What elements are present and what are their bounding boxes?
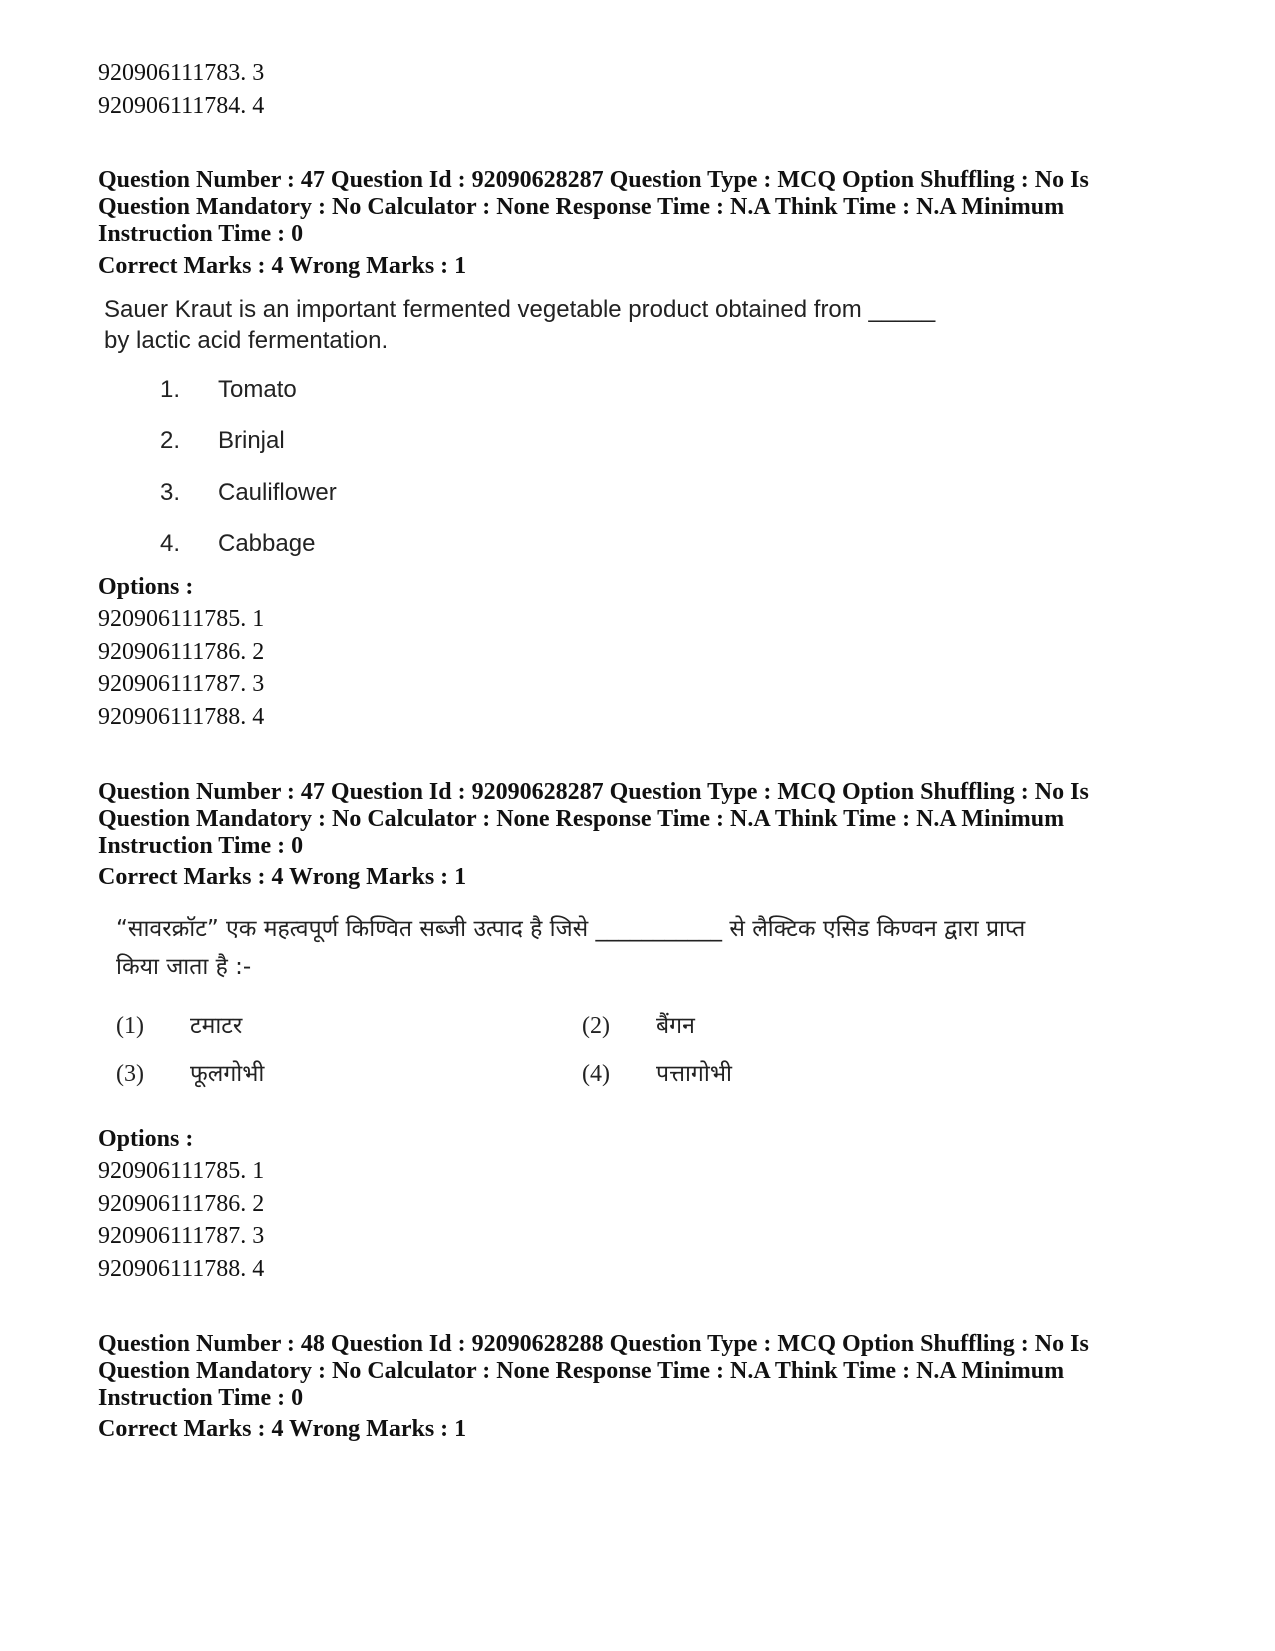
options-label: Options : bbox=[98, 574, 194, 600]
choice-number: (1) bbox=[116, 1013, 144, 1039]
option-line: 920906111788. 4 bbox=[98, 1256, 265, 1282]
question-header bbox=[98, 167, 1178, 248]
question-header bbox=[98, 779, 1178, 860]
question-header bbox=[98, 1331, 1178, 1412]
marks-line: Correct Marks : 4 Wrong Marks : 1 bbox=[98, 253, 467, 279]
choice-number: 3. bbox=[160, 479, 181, 506]
question-header-line: Instruction Time : 0 bbox=[98, 221, 304, 247]
choice-number: 1. bbox=[160, 376, 181, 403]
marks-line: Correct Marks : 4 Wrong Marks : 1 bbox=[98, 1416, 467, 1442]
question-text-line: “सावरक्रॉट” एक महत्वपूर्ण किण्वित सब्जी उत्पाद है जिसे ___________ से लैक्टिक एसिड किण्वन द्वारा प्राप्त bbox=[116, 916, 1026, 942]
option-line: 920906111786. 2 bbox=[98, 639, 265, 665]
choice-number: (3) bbox=[116, 1061, 144, 1087]
question-text-line: Sauer Kraut is an important fermented vegetable product obtained from _____ bbox=[104, 296, 936, 323]
choice-item bbox=[582, 1056, 732, 1088]
choice-text: Cauliflower bbox=[218, 479, 337, 506]
question-header-line: Instruction Time : 0 bbox=[98, 833, 304, 859]
marks-line: Correct Marks : 4 Wrong Marks : 1 bbox=[98, 864, 467, 890]
choice-item bbox=[116, 1056, 264, 1088]
option-line: 920906111783. 3 bbox=[98, 60, 265, 86]
options-label: Options : bbox=[98, 1126, 194, 1152]
question-header-line: Instruction Time : 0 bbox=[98, 1385, 304, 1411]
choice-text: Cabbage bbox=[218, 530, 316, 557]
question-header-line: Question Number : 47 Question Id : 92090628287 Question Type : MCQ Option Shuffling : No Is bbox=[98, 779, 1089, 805]
question-header-line: Question Number : 48 Question Id : 92090628288 Question Type : MCQ Option Shuffling : No Is bbox=[98, 1331, 1089, 1357]
choice-text: Tomato bbox=[218, 376, 297, 403]
question-header-line: Question Mandatory : No Calculator : None Response Time : N.A Think Time : N.A Minimum bbox=[98, 1358, 1065, 1384]
question-text-line: by lactic acid fermentation. bbox=[104, 327, 389, 354]
choice-item bbox=[582, 1008, 695, 1040]
option-line: 920906111785. 1 bbox=[98, 1158, 265, 1184]
question-header-line: Question Mandatory : No Calculator : None Response Time : N.A Think Time : N.A Minimum bbox=[98, 806, 1065, 832]
choice-item bbox=[116, 1008, 242, 1040]
choice-number: (4) bbox=[582, 1061, 610, 1087]
question-text bbox=[104, 294, 935, 356]
choice-text: पत्तागोभी bbox=[656, 1061, 732, 1087]
question-text-line: किया जाता है :- bbox=[116, 954, 252, 980]
option-line: 920906111786. 2 bbox=[98, 1191, 265, 1217]
question-header-line: Question Number : 47 Question Id : 92090628287 Question Type : MCQ Option Shuffling : No Is bbox=[98, 167, 1089, 193]
choice-number: 2. bbox=[160, 427, 181, 454]
option-line: 920906111784. 4 bbox=[98, 93, 265, 119]
question-text bbox=[116, 910, 1136, 986]
option-line: 920906111785. 1 bbox=[98, 606, 265, 632]
choice-text: फूलगोभी bbox=[190, 1061, 265, 1087]
choice-text: Brinjal bbox=[218, 427, 285, 454]
choice-text: टमाटर bbox=[190, 1013, 243, 1039]
choice-text: बैंगन bbox=[656, 1013, 695, 1039]
choice-number: 4. bbox=[160, 530, 181, 557]
option-line: 920906111788. 4 bbox=[98, 704, 265, 730]
choice-number: (2) bbox=[582, 1013, 610, 1039]
option-line: 920906111787. 3 bbox=[98, 671, 265, 697]
option-line: 920906111787. 3 bbox=[98, 1223, 265, 1249]
question-header-line: Question Mandatory : No Calculator : None Response Time : N.A Think Time : N.A Minimum bbox=[98, 194, 1065, 220]
